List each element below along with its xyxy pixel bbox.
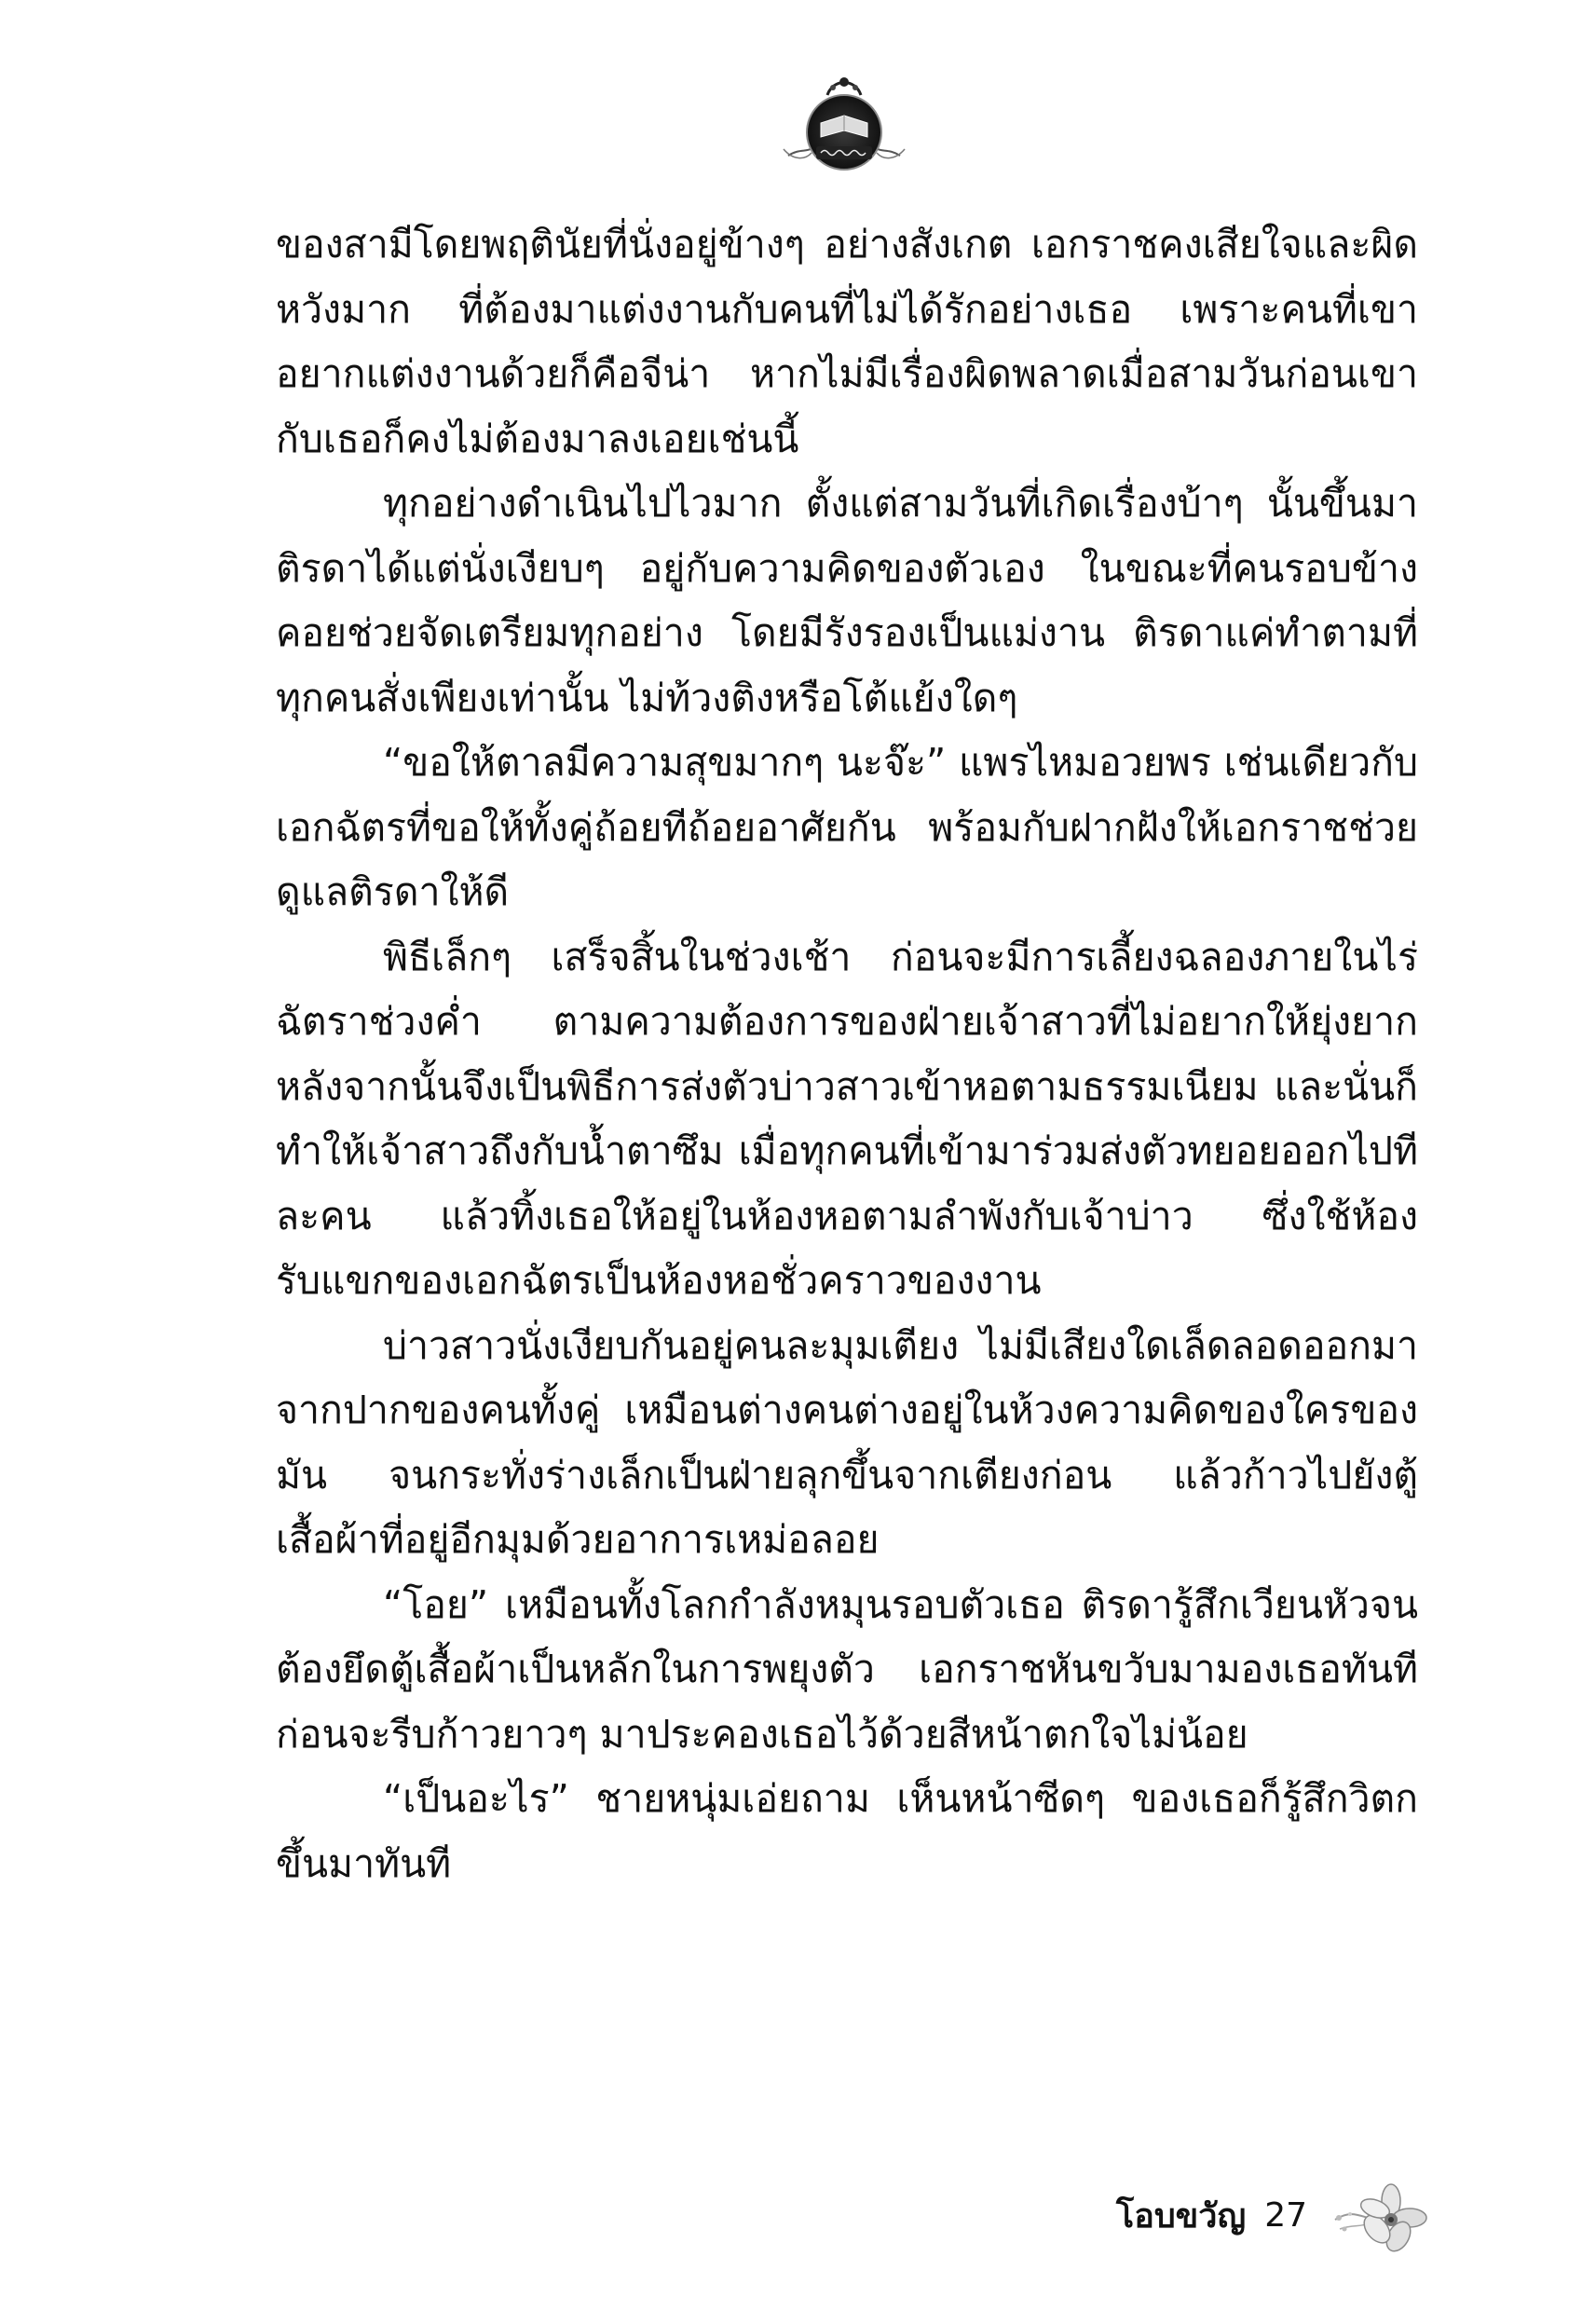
paragraph: ทุกอย่างดำเนินไปไวมาก ตั้งแต่สามวันที่เกิดเรื่องบ้าๆ นั้นขึ้นมาติรดาได้แต่นั่งเงียบๆ อยู่กับความคิดของตัวเอง ในขณะที่คนรอบข้างคอยช่วยจัดเตรียมทุกอย่าง โดยมีรังรองเป็นแม่งาน ติรดาแค่ทำตามที่ทุกคนสั่งเพียงเท่านั้น ไม่ท้วงติงหรือโต้แย้งใดๆ: [276, 481, 1418, 720]
body-text: [276, 212, 1418, 1896]
paragraph: พิธีเล็กๆ เสร็จสิ้นในช่วงเช้า ก่อนจะมีการเลี้ยงฉลองภายในไร่ฉัตราช่วงค่ำ ตามความต้องการของฝ่ายเจ้าสาวที่ไม่อยากให้ยุ่งยาก หลังจากนั้นจึงเป็นพิธีการส่งตัวบ่าวสาวเข้าหอตามธรรมเนียม และนั่นก็ทำให้เจ้าสาวถึงกับน้ำตาซึม เมื่อทุกคนที่เข้ามาร่วมส่งตัวทยอยออกไปทีละคน แล้วทิ้งเธอให้อยู่ในห้องหอตามลำพังกับเจ้าบ่าว ซึ่งใช้ห้องรับแขกของเอกฉัตรเป็นห้องหอชั่วคราวของงาน: [276, 934, 1418, 1303]
publisher-logo-icon: [779, 67, 909, 179]
page-footer: [1116, 2173, 1428, 2257]
flower-icon: [1326, 2173, 1428, 2257]
paragraph: ของสามีโดยพฤตินัยที่นั่งอยู่ข้างๆ อย่างสังเกต เอกราชคงเสียใจและผิดหวังมาก ที่ต้องมาแต่งงานกับคนที่ไม่ได้รักอย่างเธอ เพราะคนที่เขาอยากแต่งงานด้วยก็คือจีน่า หากไม่มีเรื่องผิดพลาดเมื่อสามวันก่อนเขากับเธอก็คงไม่ต้องมาลงเอยเช่นนี้: [276, 222, 1418, 461]
paragraph: “ขอให้ตาลมีความสุขมากๆ นะจ๊ะ” แพรไหมอวยพร เช่นเดียวกับเอกฉัตรที่ขอให้ทั้งคู่ถ้อยทีถ้อยอาศัยกัน พร้อมกับฝากฝังให้เอกราชช่วยดูแลติรดาให้ดี: [276, 740, 1418, 914]
book-title: โอบขวัญ: [1115, 2196, 1247, 2236]
paragraph: “เป็นอะไร” ชายหนุ่มเอ่ยถาม เห็นหน้าซีดๆ ของเธอก็รู้สึกวิตกขึ้นมาทันที: [276, 1776, 1418, 1886]
paragraph: บ่าวสาวนั่งเงียบกันอยู่คนละมุมเตียง ไม่มีเสียงใดเล็ดลอดออกมาจากปากของคนทั้งคู่ เหมือนต่างคนต่างอยู่ในห้วงความคิดของใครของมัน จนกระทั่งร่างเล็กเป็นฝ่ายลุกขึ้นจากเตียงก่อน แล้วก้าวไปยังตู้เสื้อผ้าที่อยู่อีกมุมด้วยอาการเหม่อลอย: [276, 1322, 1418, 1562]
paragraph: “โอย” เหมือนทั้งโลกกำลังหมุนรอบตัวเธอ ติรดารู้สึกเวียนหัวจนต้องยึดตู้เสื้อผ้าเป็นหลักในการพยุงตัว เอกราชหันขวับมามองเธอทันที ก่อนจะรีบก้าวยาวๆ มาประคองเธอไว้ด้วยสีหน้าตกใจไม่น้อย: [276, 1581, 1418, 1757]
page-number: 27: [1264, 2195, 1307, 2235]
